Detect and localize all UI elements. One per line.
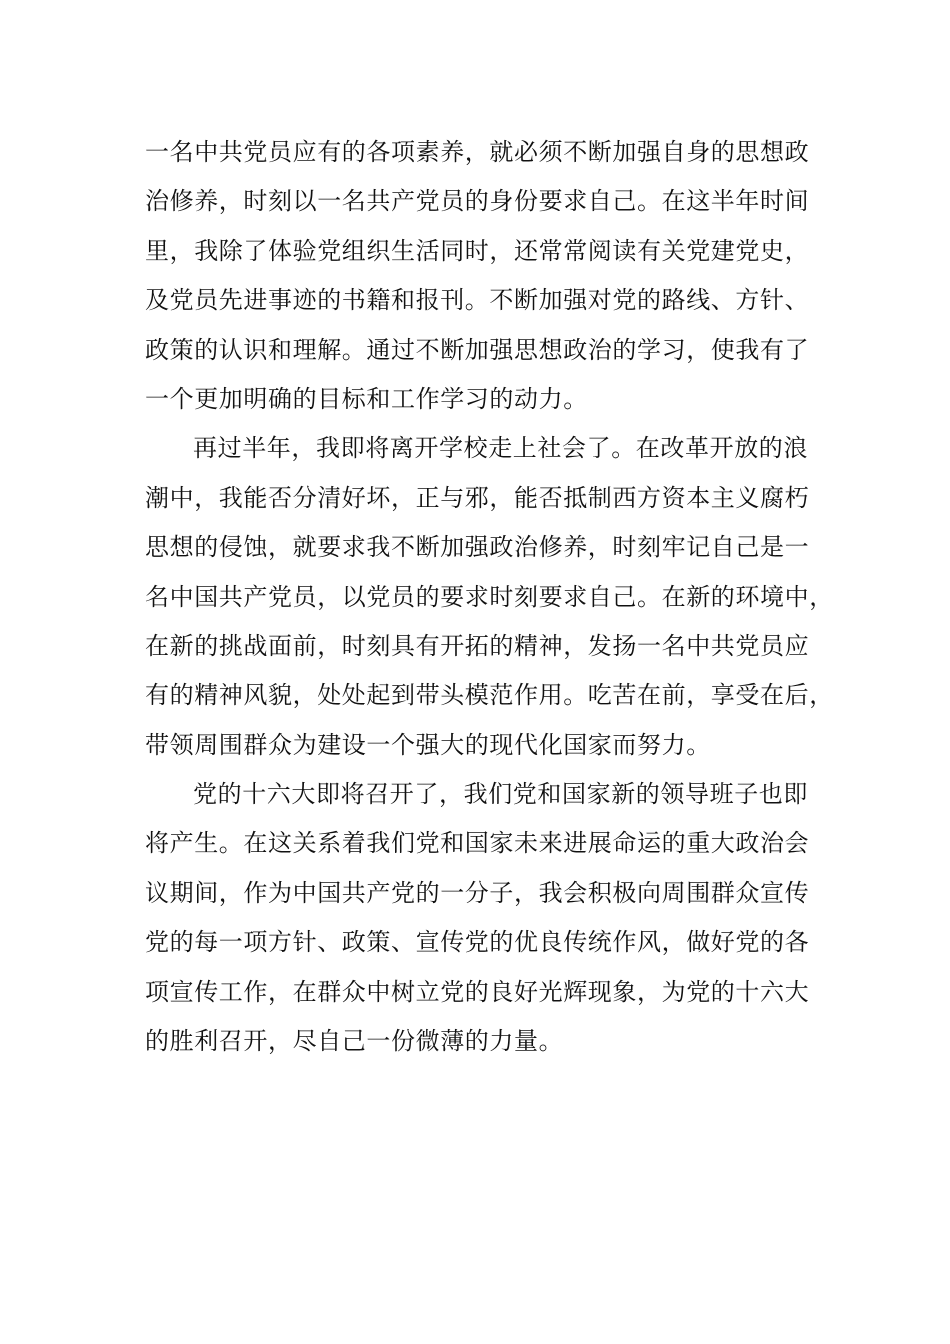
text-line: 思想的侵蚀，就要求我不断加强政治修养，时刻牢记自己是一 — [145, 533, 810, 562]
text-line: 的胜利召开，尽自己一份微薄的力量。 — [145, 1027, 564, 1056]
text-line: 党的每一项方针、政策、宣传党的优良传统作风，做好党的各 — [145, 928, 810, 957]
paragraph-first-line: 再过半年，我即将离开学校走上社会了。在改革开放的浪 — [193, 434, 808, 463]
text-line: 及党员先进事迹的书籍和报刊。不断加强对党的路线、方针、 — [145, 286, 810, 315]
text-line: 带领周围群众为建设一个强大的现代化国家而努力。 — [145, 730, 711, 759]
text-line: 有的精神风貌，处处起到带头模范作用。吃苦在前，享受在后， — [145, 681, 834, 710]
text-line: 名中国共产党员，以党员的要求时刻要求自己。在新的环境中， — [145, 582, 834, 611]
text-line: 里，我除了体验党组织生活同时，还常常阅读有关党建党史， — [145, 236, 810, 265]
text-line: 一个更加明确的目标和工作学习的动力。 — [145, 384, 588, 413]
text-line: 议期间，作为中国共产党的一分子，我会积极向周围群众宣传 — [145, 878, 810, 907]
body-text — [145, 128, 834, 1066]
text-line: 在新的挑战面前，时刻具有开拓的精神，发扬一名中共党员应 — [145, 631, 810, 660]
text-line: 治修养，时刻以一名共产党员的身份要求自己。在这半年时间 — [145, 187, 810, 216]
text-line: 政策的认识和理解。通过不断加强思想政治的学习，使我有了 — [145, 335, 810, 364]
text-line: 项宣传工作，在群众中树立党的良好光辉现象，为党的十六大 — [145, 977, 810, 1006]
text-line: 潮中，我能否分清好坏，正与邪，能否抵制西方资本主义腐朽 — [145, 483, 810, 512]
paragraph-first-line: 党的十六大即将召开了，我们党和国家新的领导班子也即 — [193, 780, 808, 809]
text-line: 将产生。在这关系着我们党和国家未来进展命运的重大政治会 — [145, 829, 810, 858]
text-line: 一名中共党员应有的各项素养，就必须不断加强自身的思想政 — [145, 138, 810, 166]
